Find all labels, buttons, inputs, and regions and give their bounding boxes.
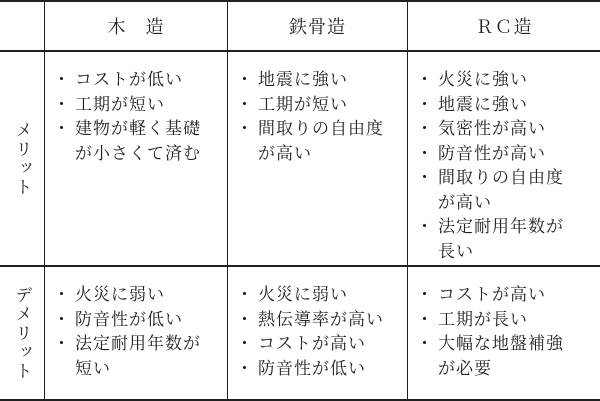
column-header-steel: 鉄骨造	[228, 0, 408, 52]
merit-wood-cell	[45, 52, 228, 267]
list-item: ・ 火災に弱い	[53, 283, 227, 308]
list-item: ・ 火災に強い	[416, 68, 600, 93]
merit-rc-cell	[408, 52, 600, 267]
list-item: ・ 間取りの自由度 が高い	[236, 117, 407, 166]
merit-wood-list	[45, 52, 227, 166]
list-item: ・ 工期が短い	[236, 93, 407, 118]
list-item: ・ コストが高い	[236, 332, 407, 357]
list-item: ・ 法定耐用年数が 短い	[53, 332, 227, 381]
list-item: ・ 防音性が低い	[236, 357, 407, 382]
merit-steel-cell	[228, 52, 408, 267]
list-item: ・ 工期が長い	[416, 308, 600, 333]
row-header-merit	[0, 52, 45, 267]
column-header-rc: ＲＣ造	[408, 0, 600, 52]
list-item: ・ 地震に強い	[236, 68, 407, 93]
list-item: ・ 建物が軽く基礎 が小さくて済む	[53, 117, 227, 166]
list-item: ・ 間取りの自由度 が高い	[416, 166, 600, 215]
list-item: ・ 防音性が低い	[53, 308, 227, 333]
list-item: ・ 法定耐用年数が 長い	[416, 215, 600, 264]
row-label-demerit: デメリット	[11, 285, 32, 381]
merit-steel-list	[228, 52, 407, 166]
demerit-steel-cell	[228, 267, 408, 401]
list-item: ・ 地震に強い	[416, 93, 600, 118]
demerit-steel-list	[228, 267, 407, 381]
list-item: ・ 大幅な地盤補強 が必要	[416, 332, 600, 381]
corner-cell	[0, 0, 45, 52]
list-item: ・ 工期が短い	[53, 93, 227, 118]
list-item: ・ 熱伝導率が高い	[236, 308, 407, 333]
row-header-demerit	[0, 267, 45, 401]
demerit-rc-list	[408, 267, 600, 381]
column-header-wood: 木 造	[45, 0, 228, 52]
row-label-merit: メリット	[11, 120, 32, 197]
list-item: ・ 火災に弱い	[236, 283, 407, 308]
list-item: ・ コストが低い	[53, 68, 227, 93]
demerit-wood-list	[45, 267, 227, 381]
list-item: ・ コストが高い	[416, 283, 600, 308]
demerit-rc-cell	[408, 267, 600, 401]
demerit-wood-cell	[45, 267, 228, 401]
merit-rc-list	[408, 52, 600, 264]
list-item: ・ 防音性が高い	[416, 142, 600, 167]
list-item: ・ 気密性が高い	[416, 117, 600, 142]
